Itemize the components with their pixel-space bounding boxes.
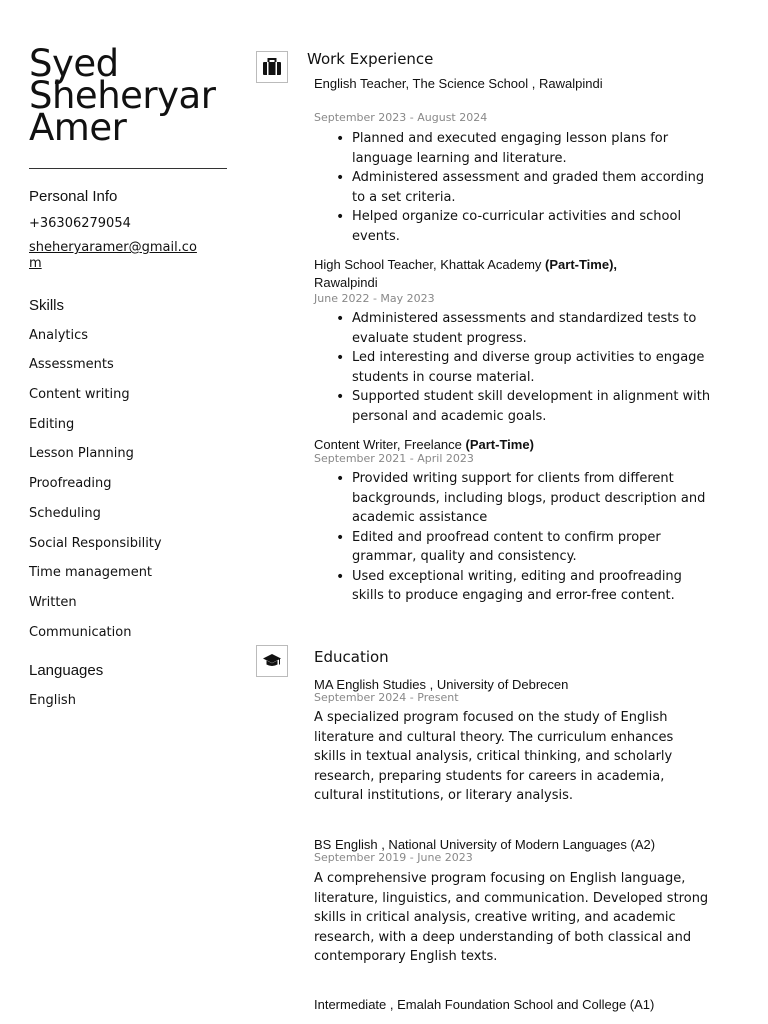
name-line-1: Syed	[29, 42, 119, 85]
education-title: MA English Studies , University of Debrecen	[314, 677, 569, 692]
skill-item: Editing	[29, 417, 75, 432]
job-title	[314, 256, 617, 292]
job-title-type: (Part-Time),	[545, 257, 618, 272]
education-title: BS English , National University of Modern Languages (A2)	[314, 837, 656, 852]
skill-item: Time management	[29, 565, 153, 580]
bullet-item: • Planned and executed engaging lesson plans for language learning and literature.	[336, 129, 716, 168]
skill-item: Communication	[29, 625, 132, 640]
bullet-item: • Provided writing support for clients from different backgrounds, including blogs, product description and academic assistance	[336, 469, 716, 528]
graduation-cap-icon	[256, 645, 288, 677]
education-description: A specialized program focused on the study of English literature and cultural theory. The curriculum enhances skills in textual analysis, critical thinking, and scholarly research, preparing students for careers in academia, cultural institutions, or literary analysis.	[314, 710, 674, 803]
job-title-text: High School Teacher, Khattak Academy	[314, 257, 542, 272]
job-bullets	[336, 129, 716, 246]
bullet-item: • Administered assessments and standardized tests to evaluate student progress.	[336, 309, 716, 348]
name-line-2: Sheheryar	[29, 74, 216, 117]
bullet-item: • Administered assessment and graded them according to a set criteria.	[336, 168, 716, 207]
job-title: English Teacher, The Science School , Rawalpindi	[314, 76, 603, 91]
skill-item: Analytics	[29, 328, 89, 343]
skill-item: Content writing	[29, 387, 130, 402]
job-date: September 2021 - April 2023	[314, 452, 474, 465]
skill-item: Lesson Planning	[29, 446, 134, 461]
personal-info-heading: Personal Info	[29, 188, 118, 205]
education-date: September 2019 - June 2023	[314, 851, 473, 864]
education-heading: Education	[314, 648, 389, 666]
skill-item: Written	[29, 595, 77, 610]
skill-item: Proofreading	[29, 476, 112, 491]
job-title-location: Rawalpindi	[314, 275, 378, 290]
work-experience-heading: Work Experience	[307, 50, 434, 68]
bullet-item: • Used exceptional writing, editing and proofreading skills to produce engaging and error-free content.	[336, 567, 716, 606]
education-description: A comprehensive program focusing on English language, literature, linguistics, and communication. Developed strong skills in critical analysis, creative writing, and academic research, with a deep understanding of both classical and contemporary English texts.	[314, 871, 709, 964]
bullet-item: • Helped organize co-curricular activities and school events.	[336, 207, 716, 246]
name-line-3: Amer	[29, 106, 127, 149]
skill-item: Assessments	[29, 357, 114, 372]
languages-heading: Languages	[29, 662, 104, 679]
job-title-text: Content Writer, Freelance	[314, 437, 462, 452]
job-date: June 2022 - May 2023	[314, 292, 435, 305]
skill-item: Scheduling	[29, 506, 101, 521]
name-divider	[29, 168, 227, 169]
bullet-item: • Led interesting and diverse group activities to engage students in course material.	[336, 348, 716, 387]
phone-number: +36306279054	[29, 216, 131, 231]
education-date: September 2024 - Present	[314, 691, 459, 704]
bullet-item: • Edited and proofread content to confirm proper grammar, quality and consistency.	[336, 528, 716, 567]
language-item: English	[29, 693, 76, 708]
skill-item: Social Responsibility	[29, 536, 162, 551]
job-title-type: (Part-Time)	[465, 437, 534, 452]
job-date: September 2023 - August 2024	[314, 111, 488, 124]
email-link[interactable]: sheheryaramer@gmail.com	[29, 240, 197, 271]
bullet-item: • Supported student skill development in alignment with personal and academic goals.	[336, 387, 716, 426]
candidate-name	[29, 42, 239, 149]
job-bullets	[336, 309, 716, 426]
education-title: Intermediate , Emalah Foundation School and College (A1)	[314, 997, 655, 1012]
job-bullets	[336, 469, 716, 606]
briefcase-icon	[256, 51, 288, 83]
skills-heading: Skills	[29, 297, 65, 314]
